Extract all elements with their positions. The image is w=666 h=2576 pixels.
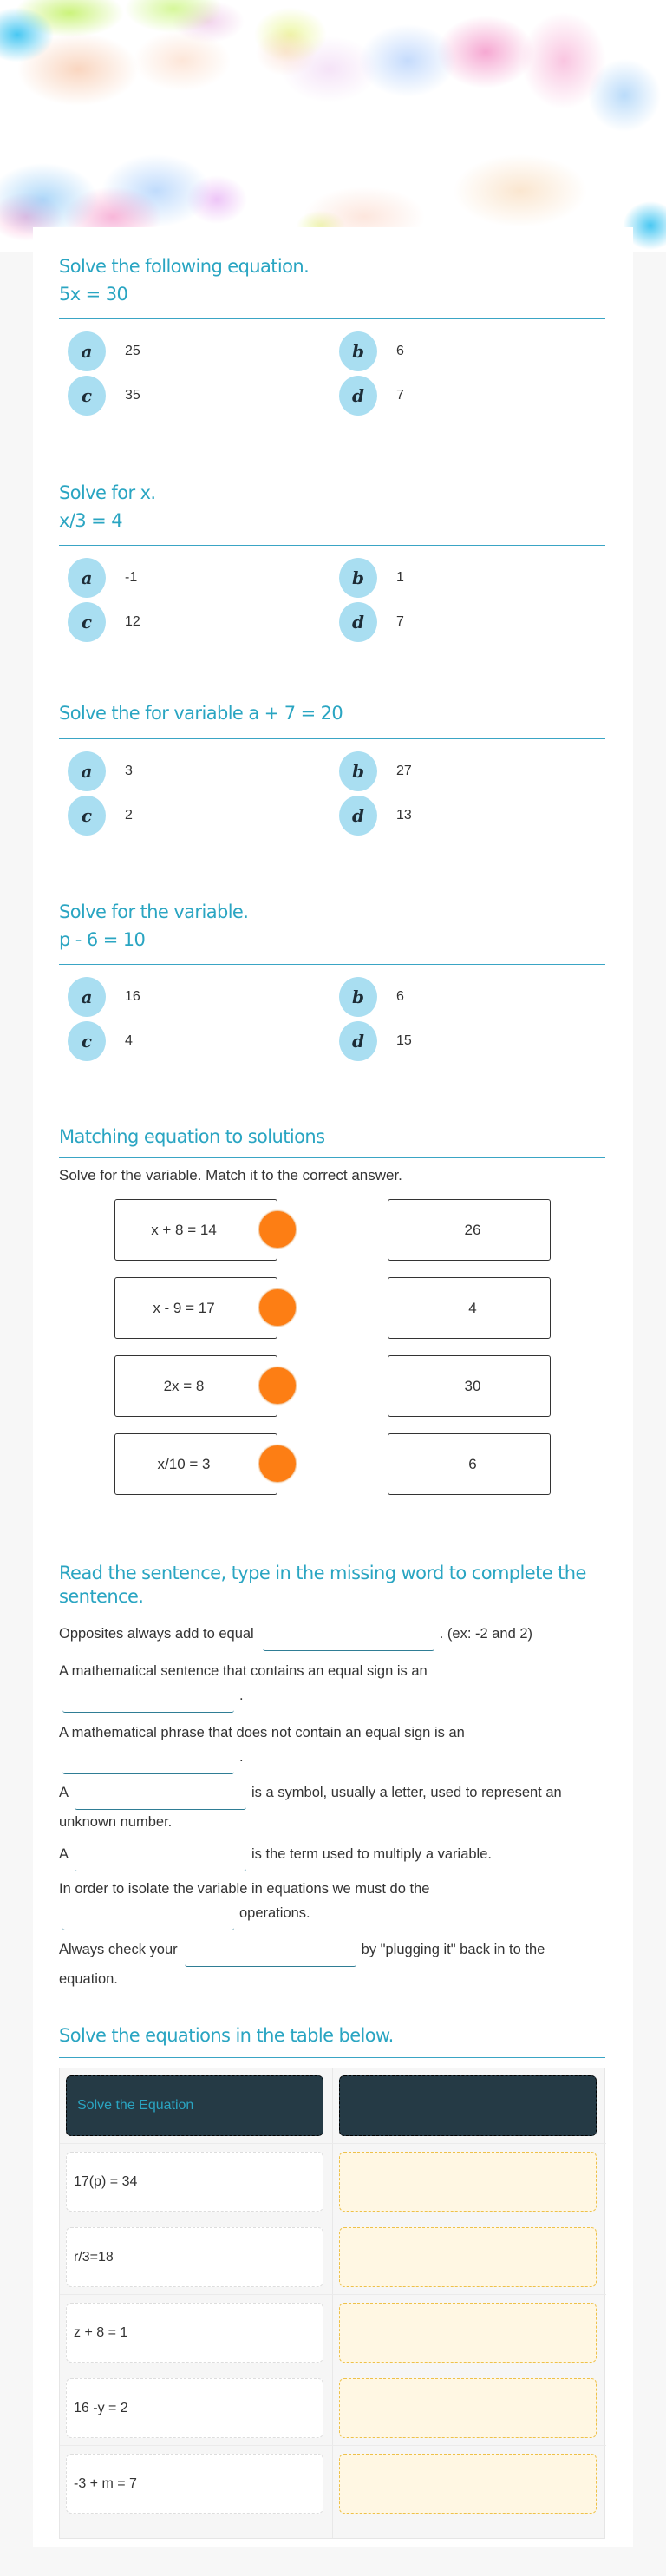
match-answer: 26 (464, 1221, 481, 1238)
table-row (60, 2370, 606, 2446)
sentence-text: operations. (239, 1905, 310, 1921)
fill-in-section (59, 1562, 605, 1991)
option-value: 12 (125, 614, 140, 629)
sentence-text: In order to isolate the variable in equations we must do the (59, 1881, 430, 1897)
divider (59, 545, 605, 546)
option-value: 27 (396, 764, 412, 778)
option-letter-c[interactable]: c (68, 602, 106, 642)
sentence-text: . (239, 1749, 244, 1765)
option-b[interactable] (339, 751, 412, 791)
match-answer: 30 (464, 1377, 481, 1394)
question-1 (59, 253, 605, 422)
equation-text: 17(p) = 34 (74, 2173, 138, 2189)
option-a[interactable] (68, 331, 140, 371)
answer-input-cell[interactable] (339, 2227, 597, 2287)
option-value: 6 (396, 989, 404, 1004)
option-value: 7 (396, 614, 404, 629)
divider (59, 738, 605, 739)
equation-text: z + 8 = 1 (74, 2324, 128, 2340)
option-letter-b[interactable]: b (339, 331, 377, 371)
fill-sentence-4 (59, 1780, 605, 1834)
option-c[interactable] (68, 796, 133, 836)
blank-input-2[interactable] (62, 1694, 234, 1713)
match-connector-left-2[interactable] (258, 1288, 297, 1327)
section-title: Solve the equations in the table below. (59, 2025, 394, 2046)
blank-input-1[interactable] (263, 1632, 434, 1651)
option-c[interactable] (68, 602, 140, 642)
section-title: Matching equation to solutions (59, 1126, 325, 1147)
divider (59, 1157, 605, 1158)
question-3 (59, 700, 605, 842)
sentence-text: A (59, 1846, 69, 1862)
options-grid (59, 558, 605, 648)
question-title: Solve for the variable. (59, 901, 249, 922)
option-letter-a[interactable]: a (68, 751, 106, 791)
option-letter-a[interactable]: a (68, 977, 106, 1017)
sentence-text: is a symbol, usually a letter, used to represent an unknown number. (59, 1785, 562, 1830)
match-left-2[interactable] (114, 1277, 278, 1339)
option-letter-d[interactable]: d (339, 1021, 377, 1061)
match-left-4[interactable] (114, 1433, 278, 1495)
option-letter-c[interactable]: c (68, 376, 106, 416)
sentence-text: . (239, 1688, 244, 1703)
question-equation: p - 6 = 10 (59, 929, 146, 950)
match-equation: x/10 = 3 (157, 1455, 211, 1472)
answer-input-cell[interactable] (339, 2303, 597, 2363)
table-row (60, 2219, 606, 2295)
option-value: 1 (396, 570, 404, 585)
answer-input-cell[interactable] (339, 2152, 597, 2212)
matching-instructions: Solve for the variable. Match it to the correct answer. (59, 1167, 402, 1183)
divider (59, 964, 605, 965)
match-equation: 2x = 8 (163, 1377, 205, 1394)
match-connector-left-1[interactable] (258, 1210, 297, 1249)
option-value: 4 (125, 1033, 133, 1048)
option-c[interactable] (68, 376, 140, 416)
match-right-4[interactable] (388, 1433, 551, 1495)
option-letter-b[interactable]: b (339, 751, 377, 791)
fill-sentence-7 (59, 1937, 605, 1991)
option-letter-d[interactable]: d (339, 602, 377, 642)
options-grid (59, 331, 605, 422)
option-a[interactable] (68, 558, 137, 598)
sentence-text: . (ex: -2 and 2) (439, 1626, 533, 1642)
option-letter-c[interactable]: c (68, 1021, 106, 1061)
match-right-1[interactable] (388, 1199, 551, 1261)
sentence-text: A mathematical sentence that contains an equal sign is an (59, 1663, 428, 1679)
option-value: 3 (125, 764, 133, 778)
option-value: 7 (396, 388, 404, 403)
option-value: 15 (396, 1033, 412, 1048)
option-d[interactable] (339, 602, 404, 642)
match-left-3[interactable] (114, 1355, 278, 1417)
equation-cell (66, 2152, 323, 2212)
option-letter-a[interactable]: a (68, 331, 106, 371)
blank-input-6[interactable] (62, 1911, 234, 1930)
table-row (60, 2295, 606, 2370)
table-header-row (60, 2068, 606, 2144)
sentence-text: by "plugging it" back in to the equation. (59, 1942, 545, 1987)
answer-input-cell[interactable] (339, 2454, 597, 2514)
table-row (60, 2446, 606, 2521)
option-a[interactable] (68, 751, 133, 791)
fill-sentence-1 (59, 1622, 605, 1651)
equation-cell (66, 2303, 323, 2363)
matching-section (59, 1124, 605, 1505)
option-d[interactable] (339, 796, 412, 836)
option-letter-a[interactable]: a (68, 558, 106, 598)
blank-input-5[interactable] (75, 1852, 246, 1871)
match-answer: 6 (468, 1455, 477, 1472)
question-title: Solve for x. (59, 482, 156, 503)
match-left-1[interactable] (114, 1199, 278, 1261)
option-value: -1 (125, 570, 138, 585)
divider (59, 2057, 605, 2058)
options-grid (59, 751, 605, 842)
match-right-3[interactable] (388, 1355, 551, 1417)
question-title: Solve the for variable a + 7 = 20 (59, 703, 343, 724)
fill-sentence-6 (59, 1877, 605, 1930)
option-d[interactable] (339, 1021, 412, 1061)
option-d[interactable] (339, 376, 404, 416)
option-a[interactable] (68, 977, 140, 1017)
option-value: 6 (396, 344, 404, 358)
sentence-text: Always check your (59, 1942, 178, 1957)
match-right-2[interactable] (388, 1277, 551, 1339)
option-value: 35 (125, 388, 140, 403)
option-letter-d[interactable]: d (339, 796, 377, 836)
option-letter-b[interactable]: b (339, 977, 377, 1017)
fill-sentence-3 (59, 1721, 605, 1774)
sentence-text: A mathematical phrase that does not contain an equal sign is an (59, 1725, 465, 1740)
equation-cell (66, 2227, 323, 2287)
option-letter-b[interactable]: b (339, 558, 377, 598)
equation-cell (66, 2454, 323, 2514)
blank-input-7[interactable] (185, 1948, 356, 1967)
question-equation: 5x = 30 (59, 284, 128, 305)
header-cell-answer (339, 2075, 597, 2136)
table-section (59, 2022, 605, 2526)
sentence-text: Opposites always add to equal (59, 1626, 254, 1642)
answer-input-cell[interactable] (339, 2378, 597, 2438)
match-equation: x - 9 = 17 (153, 1299, 215, 1316)
worksheet-card (33, 227, 633, 2547)
option-b[interactable] (339, 558, 404, 598)
equation-table (59, 2068, 605, 2539)
question-equation: x/3 = 4 (59, 510, 122, 531)
table-row (60, 2144, 606, 2219)
fill-sentence-2 (59, 1659, 605, 1713)
equation-text: 16 -y = 2 (74, 2400, 128, 2415)
match-answer: 4 (468, 1299, 477, 1316)
section-title: Read the sentence, type in the missing word to complete the sentence. (59, 1563, 586, 1607)
option-value: 2 (125, 808, 133, 823)
fill-sentence-5 (59, 1842, 605, 1871)
option-b[interactable] (339, 977, 404, 1017)
watercolor-banner (0, 0, 666, 252)
blank-input-4[interactable] (75, 1791, 246, 1810)
options-grid (59, 977, 605, 1067)
sentence-text: is the term used to multiply a variable. (251, 1846, 492, 1862)
option-b[interactable] (339, 331, 404, 371)
question-title: Solve the following equation. (59, 256, 310, 277)
blank-input-3[interactable] (62, 1755, 234, 1774)
header-label: Solve the Equation (77, 2098, 194, 2113)
match-equation: x + 8 = 14 (151, 1221, 217, 1238)
option-letter-d[interactable]: d (339, 376, 377, 416)
equation-text: -3 + m = 7 (74, 2475, 137, 2491)
option-letter-c[interactable]: c (68, 796, 106, 836)
divider (59, 318, 605, 319)
option-value: 25 (125, 344, 140, 358)
match-connector-left-4[interactable] (258, 1445, 297, 1483)
question-2 (59, 480, 605, 648)
sentence-text: A (59, 1785, 69, 1800)
question-4 (59, 899, 605, 1067)
header-cell-equation (66, 2075, 323, 2136)
match-connector-left-3[interactable] (258, 1367, 297, 1405)
option-c[interactable] (68, 1021, 133, 1061)
equation-text: r/3=18 (74, 2249, 114, 2265)
option-value: 16 (125, 989, 140, 1004)
option-value: 13 (396, 808, 412, 823)
equation-cell (66, 2378, 323, 2438)
